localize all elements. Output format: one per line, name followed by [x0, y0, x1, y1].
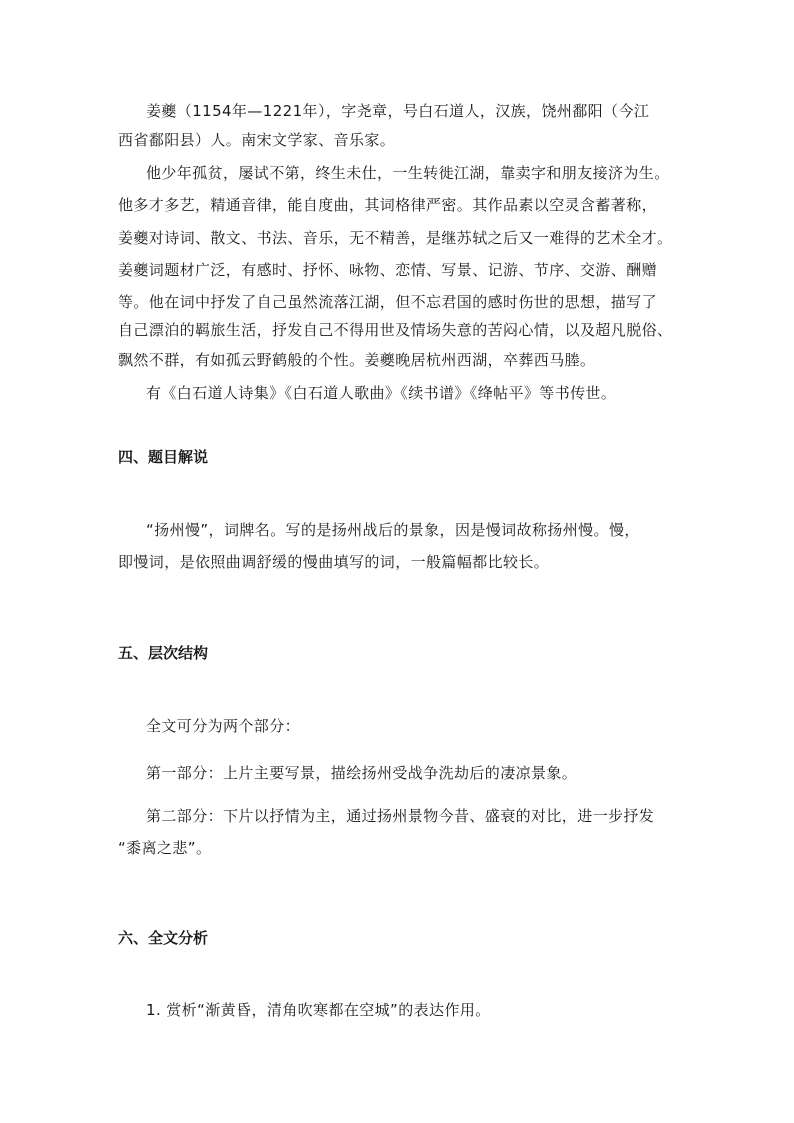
- bio-line-4: 他多才多艺，精通音律，能自度曲，其词格律严密。其作品素以空灵含蓄著称，: [118, 196, 658, 214]
- bio-line-7: 等。他在词中抒发了自己虽然流落江湖，但不忘君国的感时伤世的思想，描写了: [118, 293, 658, 311]
- section-heading-6: 六、全文分析: [118, 929, 209, 947]
- bio-line-5: 姜夔对诗词、散文、书法、音乐，无不精善，是继苏轼之后又一难得的艺术全才。: [118, 229, 673, 247]
- bio-line-9: 飘然不群，有如孤云野鹤般的个性。姜夔晚居杭州西湖，卒葬西马塍。: [118, 351, 596, 369]
- section-heading-5: 五、层次结构: [118, 644, 209, 662]
- section5-part2-line2: “黍离之悲”。: [118, 839, 212, 857]
- section6-item-1: 1. 赏析“渐黄昏，清角吹寒都在空城”的表达作用。: [146, 1001, 491, 1019]
- section4-line-1: “扬州慢”，词牌名。写的是扬州战后的景象，因是慢词故称扬州慢。慢，: [146, 521, 640, 539]
- section4-line-2: 即慢词，是依照曲调舒缓的慢曲填写的词，一般篇幅都比较长。: [118, 553, 550, 571]
- bio-line-2: 西省鄱阳县）人。南宋文学家、音乐家。: [118, 131, 396, 149]
- bio-line-6: 姜夔词题材广泛，有感时、抒怀、咏物、恋情、写景、记游、节序、交游、酬赠: [118, 261, 658, 279]
- section-heading-4: 四、题目解说: [118, 448, 209, 466]
- section5-part1: 第一部分：上片主要写景，描绘扬州受战争洗劫后的凄凉景象。: [146, 764, 578, 782]
- bio-line-3: 他少年孤贫，屡试不第，终生未仕，一生转徙江湖，靠卖字和朋友接济为生。: [146, 164, 670, 182]
- bio-line-1: 姜夔（1154年—1221年），字尧章，号白石道人，汉族，饶州鄱阳（今江: [146, 102, 650, 120]
- bio-line-10: 有《白石道人诗集》《白石道人歌曲》《续书谱》《绛帖平》等书传世。: [146, 384, 617, 402]
- section5-intro: 全文可分为两个部分：: [146, 717, 301, 735]
- section5-part2-line1: 第二部分：下片以抒情为主，通过扬州景物今昔、盛衰的对比，进一步抒发: [146, 807, 655, 825]
- bio-line-8: 自己漂泊的羁旅生活，抒发自己不得用世及情场失意的苦闷心情，以及超凡脱俗、: [118, 321, 673, 339]
